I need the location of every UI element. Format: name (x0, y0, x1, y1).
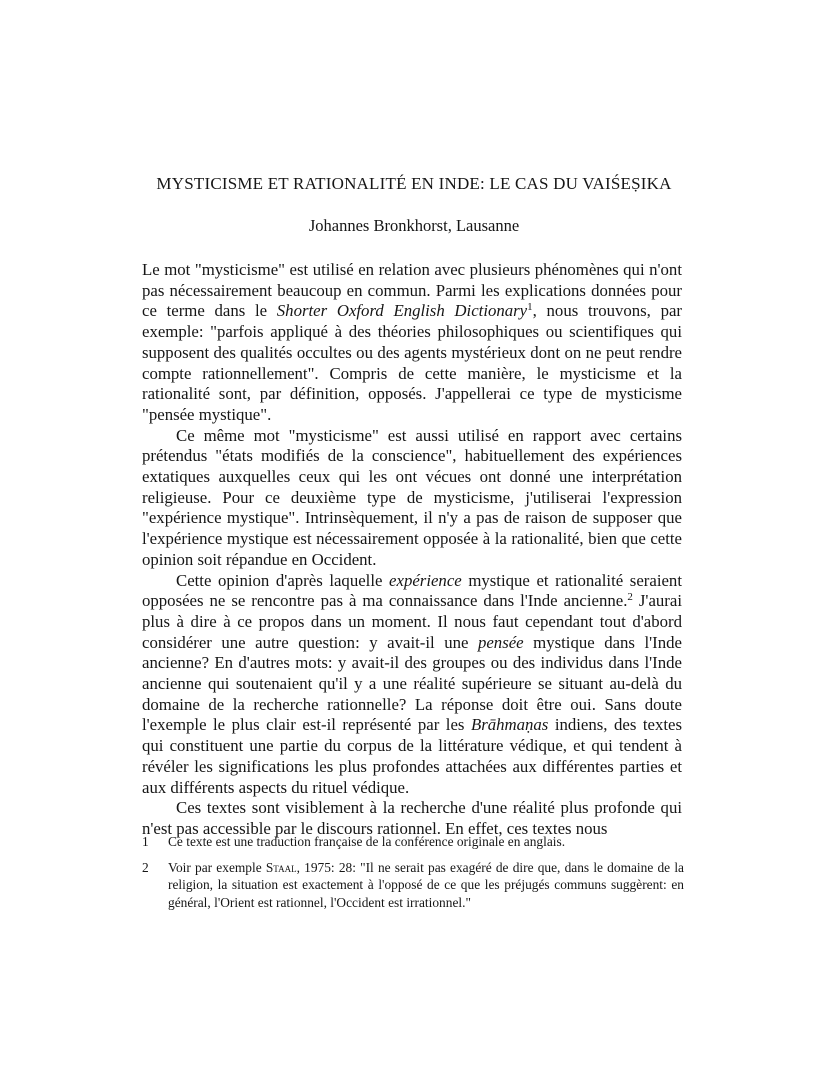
footnote-1 (142, 833, 684, 851)
paragraph-2: Ce même mot "mysticisme" est aussi utilisé en rapport avec certains prétendus "états modifiés de la conscience", habituellement des expériences extatiques auxquelles ceux qui les ont vécues ont donné une interprétation religieuse. Pour ce deuxième type de mysticisme, j'utiliserai l'expression "expérience mystique". Intrinsèquement, il n'y a pas de raison de supposer que l'expérience mystique est nécessairement opposée à la rationalité, bien que cette opinion soit répandue en Occident. (142, 425, 682, 569)
footnote-2-text-a: Voir par exemple (168, 859, 266, 875)
paragraph-3-text-c: J'aurai plus à dire à ce propos dans un moment. Il nous faut cependant tout d'abord considérer une autre question: y avait-il une (142, 591, 682, 652)
article-body (142, 260, 682, 840)
paragraph-3-text-d: mystique dans l'Inde ancienne? En d'autres mots: y avait-il des groupes ou des individus dans l'Inde ancienne qui soutenaient qu'il y a une réalité supérieure se situant au-delà du domaine de la recherche rationnelle? La réponse doit être oui. Sans doute l'exemple le plus clair est-il représenté par les (142, 632, 682, 735)
paragraph-3 (142, 571, 682, 799)
footnote-ref-2: 2 (627, 591, 633, 604)
paragraph-3-text-e: indiens, des textes qui constituent une partie du corpus de la littérature védique, et qui tendent à révéler les significations les plus profondes attachées aux différentes parties et aux différents aspects du rituel védique. (142, 715, 682, 797)
footnote-2 (142, 859, 684, 912)
emphasis-experience: expérience (389, 570, 462, 590)
dictionary-title: Shorter Oxford English Dictionary (276, 301, 528, 321)
paragraph-1-text-a: Le mot "mysticisme" est utilisé en relation avec plusieurs phénomènes qui n'ont pas nécessairement beaucoup en commun. Parmi les explications données pour ce terme dans le (142, 260, 682, 321)
author-line: Johannes Bronkhorst, Lausanne (308, 216, 520, 235)
cited-author: Staal (265, 859, 297, 875)
footnote-2-text-b: , 1975: 28: "Il ne serait pas exagéré de dire que, dans le domaine de la religion, la situation est exactement à l'opposé de ce que les préjugés communs suggèrent: en général, l'Orient est rationnel, l'Occident est irrationnel." (168, 859, 684, 910)
paragraph-4: Ces textes sont visiblement à la recherche d'une réalité plus profonde qui n'est pas accessible par le discours rationnel. En effet, ces textes nous (142, 798, 682, 838)
paragraph-1 (142, 260, 682, 426)
paragraph-3-text-a: Cette opinion d'après laquelle (176, 570, 390, 590)
emphasis-pensee: pensée (477, 632, 524, 652)
article-title: MYSTICISME ET RATIONALITÉ EN INDE: LE CAS DU VAIŚEṢIKA (156, 174, 672, 193)
paragraph-3-text-b: mystique et rationalité seraient opposées ne se rencontre pas à ma connaissance dans l'Inde ancienne. (142, 570, 682, 611)
footnote-text (168, 859, 684, 912)
footnote-text: Ce texte est une traduction française de la conférence originale en anglais. (168, 834, 566, 849)
emphasis-brahmanas: Brāhmaṇas (470, 715, 549, 735)
footnote-ref-1: 1 (527, 301, 533, 314)
footnote-number: 1 (142, 834, 149, 849)
footnote-number: 2 (142, 859, 149, 875)
footnotes (142, 833, 684, 919)
paragraph-1-text-b: , nous trouvons, par exemple: "parfois appliqué à des théories philosophiques ou scientifiques qui supposent des qualités occultes ou des agents mystérieux dont on ne peut rendre compte rationnellement". Compris de cette manière, le mysticisme et la rationalité sont, par définition, opposés. J'appellerai ce type de mysticisme "pensée mystique". (142, 301, 683, 424)
